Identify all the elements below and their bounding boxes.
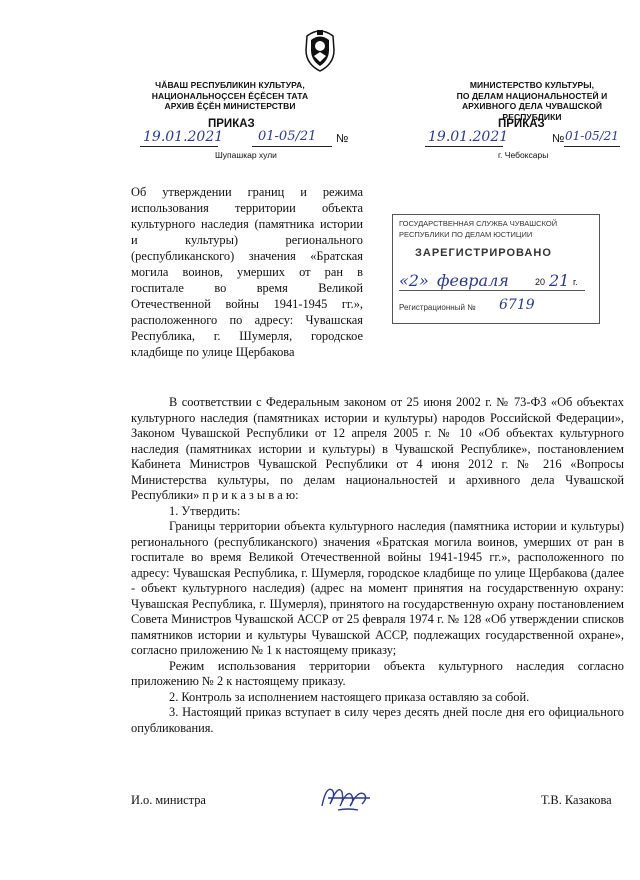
date-line-left xyxy=(140,146,218,147)
header-left xyxy=(125,80,335,112)
body-paragraph-4: Режим использования территории объекта культурного наследия согласно приложению № 2 к настоящему приказу. xyxy=(131,658,624,688)
number-line-left xyxy=(252,146,332,147)
date-line-right xyxy=(425,146,503,147)
signatory-name: Т.В. Казакова xyxy=(541,793,612,807)
stamp-line1: ГОСУДАРСТВЕННАЯ СЛУЖБА ЧУВАШСКОЙ xyxy=(399,219,558,228)
stamp-reg-number: 6719 xyxy=(499,297,535,313)
body-paragraph-1: В соответствии с Федеральным законом от 25 июня 2002 г. № 73-ФЗ «Об объектах культурного наследия (памятниках истории и культуры) народов Российской Федерации», Законом Чувашской Республики от 12 апреля 2005 г. № 10 «Об объектах культурного наследия (памятниках истории и культуры) в Чувашской Республике», постановлением Кабинета Министров Чувашской Республики от 4 июня 2012 г. № 216 «Вопросы Министерства культуры, по делам национальностей и архивного дела Чувашской Республики» п р и к а з ы в а ю: xyxy=(131,395,624,502)
stamp-line2: РЕСПУБЛИКИ ПО ДЕЛАМ ЮСТИЦИИ xyxy=(399,230,533,239)
stamp-line3: ЗАРЕГИСТРИРОВАНО xyxy=(415,247,552,259)
number-line-right xyxy=(564,146,620,147)
body-paragraph-5: 2. Контроль за исполнением настоящего приказа оставляю за собой. xyxy=(169,689,530,704)
signature-scribble xyxy=(318,780,376,814)
header-right-line1: МИНИСТЕРСТВО КУЛЬТУРЫ, xyxy=(469,80,595,90)
date-left-handwritten: 19.01.2021 xyxy=(143,129,224,145)
prikaz-left: ПРИКАЗ xyxy=(208,118,255,130)
coat-of-arms-emblem xyxy=(301,28,339,72)
stamp-reg-label: Регистрационный № xyxy=(399,303,476,312)
number-sign-right: № xyxy=(552,133,565,145)
body-paragraph-2: 1. Утвердить: xyxy=(169,503,241,518)
body-paragraph-6: 3. Настоящий приказ вступает в силу через десять дней после дня его официального опубликования. xyxy=(131,705,624,735)
stamp-year-tail: г. xyxy=(573,277,578,287)
body-paragraph-3: Границы территории объекта культурного наследия (памятника истории и культуры) регионального (республиканского) значения «Братская могила воинов, умерших от ран в госпитале во время Великой Отечественной войны 1941-1945 гг.», расположенного по адресу: Чувашская Республика, г. Шумерля, городское кладбище по улице Щербакова (далее - объект культурного наследия) (адрес на момент принятия на государственную охрану: Чувашская Республика, г. Шумерля), принятого на государственную охрану постановлением Совета Министров Чувашской АССР от 25 февраля 1974 г. № 128 «Об утверждении списков памятников истории и культуры Чувашской АССР, подлежащих государственной охране», согласно приложению № 1 к настоящему приказу; xyxy=(131,519,624,657)
header-right xyxy=(432,80,632,122)
number-sign-left: № xyxy=(336,133,349,145)
signatory-position: И.о. министра xyxy=(131,793,206,807)
stamp-year-suffix: 21 xyxy=(549,271,570,290)
header-left-line2: НАЦИОНАЛЬНОÇСЕН ĔÇĔСЕН ТАТА xyxy=(151,90,309,101)
date-right-handwritten: 19.01.2021 xyxy=(428,129,509,145)
stamp-day: «2» xyxy=(399,271,429,290)
place-right: г. Чебоксары xyxy=(498,150,549,160)
header-right-line3: АРХИВНОГО ДЕЛА ЧУВАШСКОЙ РЕСПУБЛИКИ xyxy=(461,101,603,122)
order-title: Об утверждении границ и режима использования территории объекта культурного наследия (памятника истории и культуры) регионального (республиканского) значения «Братская могила воинов, умерших от ран в госпитале во время Великой Отечественной войны 1941-1945 гг.», расположенного по адресу: Чувашская Республика, г. Шумерля, городское кладбище по улице Щербакова xyxy=(131,185,363,359)
stamp-month: февраля xyxy=(437,271,509,290)
header-left-line3: АРХИВ ĔÇĔН МИНИСТЕРСТВИ xyxy=(164,101,296,111)
stamp-year-prefix: 20 xyxy=(535,277,546,287)
registration-stamp xyxy=(392,214,600,324)
stamp-date xyxy=(399,271,595,291)
number-left-handwritten: 01-05/21 xyxy=(258,129,317,144)
order-body xyxy=(131,395,624,736)
place-left: Шупашкар хули xyxy=(215,150,277,160)
number-right-handwritten: 01-05/21 xyxy=(565,129,619,143)
prikaz-right: ПРИКАЗ xyxy=(498,118,545,130)
header-left-line1: ЧĂВАШ РЕСПУБЛИКИН КУЛЬТУРА, xyxy=(155,80,305,90)
header-right-line2: ПО ДЕЛАМ НАЦИОНАЛЬНОСТЕЙ И xyxy=(456,90,608,101)
